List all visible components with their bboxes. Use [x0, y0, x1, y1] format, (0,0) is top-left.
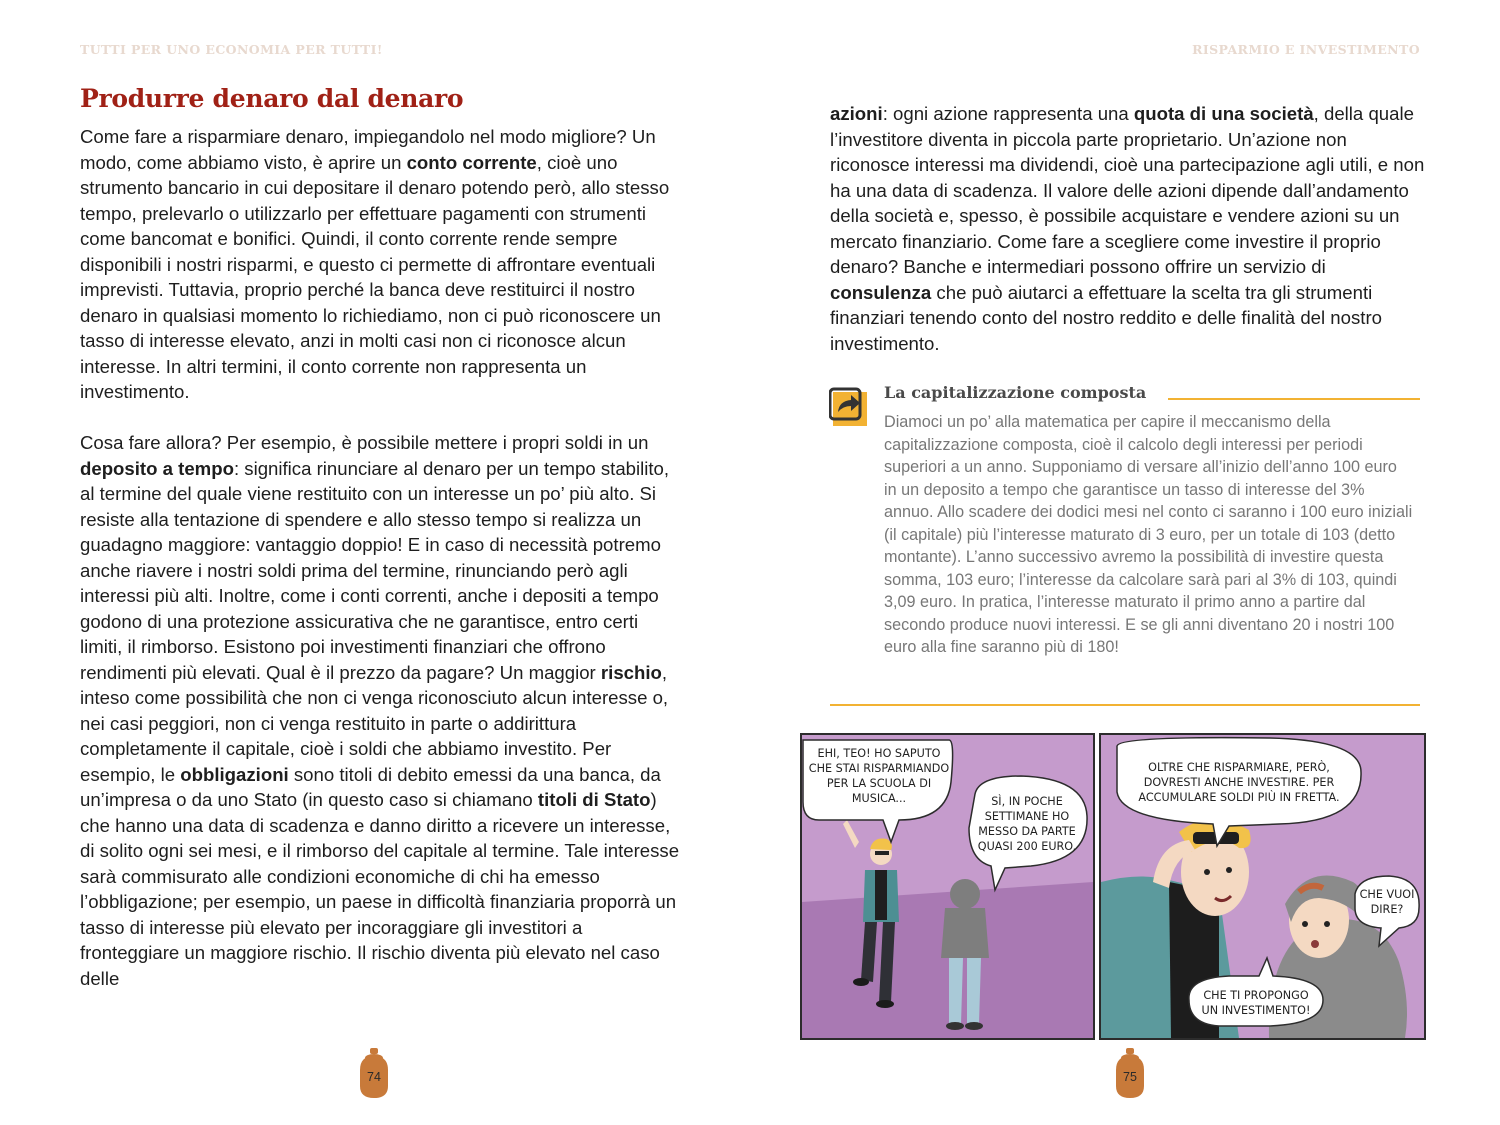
bubble-line: DIRE?	[1370, 903, 1404, 916]
speech-bubble-2	[971, 794, 1083, 854]
bubble-line: SETTIMANE HO	[984, 810, 1070, 823]
right-column-text	[830, 101, 1430, 356]
term-deposito-a-tempo: deposito a tempo	[80, 457, 234, 479]
paragraph-deposito	[80, 430, 680, 991]
speech-bubble-4	[1357, 887, 1417, 917]
bubble-line: ACCUMULARE SOLDI PIÙ IN FRETTA.	[1138, 791, 1340, 804]
text-run: , inteso come possibilità che non ci venga riconosciuto alcun interesse o, nei casi peggiori, non ci venga restituito in parte o addirittura completamente il capitale, cioè i soldi che abbiamo investito. Per esempio, le	[80, 661, 669, 785]
paragraph-azioni	[830, 101, 1430, 356]
speech-bubble-3	[1119, 760, 1359, 805]
bubble-line: MESSO DA PARTE	[978, 825, 1076, 838]
share-arrow-icon	[829, 386, 869, 426]
page-number-left	[354, 1046, 394, 1104]
section-title: Produrre denaro dal denaro	[80, 84, 464, 113]
term-quota-societa: quota di una società	[1133, 103, 1314, 124]
paragraph-conto-corrente	[80, 124, 680, 405]
speech-bubble-5	[1191, 988, 1321, 1018]
text-run: , cioè uno strumento bancario in cui depositare il denaro potendo però, allo stesso tempo, prelevarlo o utilizzarlo per effettuare pagamenti con strumenti come bancomat e bonifici. Quindi, il conto corrente rende sempre disponibili i nostri risparmi, e questo ci permette di affrontare eventuali imprevisti. Tuttavia, proprio perché la banca deve restituirci il nostro denaro in qualsiasi momento lo richiediamo, non ci può riconoscere un tasso di interesse elevato, anzi in molti casi non ci riconosce alcun interesse. In altri termini, il conto corrente non rappresenta un investimento.	[80, 151, 670, 402]
term-conto-corrente: conto corrente	[406, 151, 537, 173]
box-title: La capitalizzazione composta	[884, 383, 1147, 402]
box-rule-bottom	[830, 704, 1420, 706]
text-run: : significa rinunciare al denaro per un tempo stabilito, al termine del quale viene restituito con un interesse un po’ più alto. Si resiste alla tentazione di spendere e allo stesso tempo si realizza un guadagno maggiore: vantaggio doppio! E in caso di necessità potremo anche riavere i nostri soldi prima del termine, rinunciando però agli interessi più alti. Inoltre, come i conti correnti, anche i depositi a tempo godono di una protezione assicurativa che ne garantisce, entro certi limiti, il rimborso. Esistono poi investimenti finanziari che offrono rendimenti più elevati. Qual è il prezzo da pagare? Un maggior	[80, 457, 670, 683]
bubble-line: CHE VUOI	[1359, 888, 1415, 901]
term-azioni: azioni	[830, 103, 883, 124]
bubble-line: MUSICA...	[851, 792, 907, 805]
box-rule-top	[1168, 398, 1420, 400]
text-run: , della quale l’investitore diventa in piccola parte proprietario. Un’azione non riconosce interessi ma dividendi, cioè una partecipazione agli utili, e non ha una data di scadenza. Il valore delle azioni dipende dall’andamento della società e, spesso, è possibile acquistare e vendere azioni su un mercato finanziario. Come fare a scegliere come investire il proprio denaro? Banche e intermediari possono offrire un servizio di	[830, 103, 1425, 277]
text-run: ) che hanno una data di scadenza e danno diritto a ricevere un interesse, di solito ogni sei mesi, e il rimborso del capitale al termine. Tale interesse sarà commisurato alle condizioni economiche di chi ha emesso l’obbligazione; per esempio, un paese in difficoltà finanziaria proporrà un tasso di interesse più elevato per incoraggiare gli investitori a fronteggiare un maggiore rischio. Il rischio diventa più elevato nel caso delle	[80, 789, 680, 989]
text-run: Come fare a risparmiare denaro, impiegandolo nel modo migliore? Un modo, come abbiamo visto, è aprire un	[80, 126, 656, 173]
bubble-line: DOVRESTI ANCHE INVESTIRE. PER	[1143, 776, 1335, 789]
page-number-right	[1110, 1046, 1150, 1104]
page-number-text: 75	[1123, 1070, 1137, 1084]
bubble-line: OLTRE CHE RISPARMIARE, PERÒ,	[1148, 761, 1330, 774]
bubble-line: SÌ, IN POCHE	[991, 795, 1063, 808]
bubble-line: CHE STAI RISPARMIANDO	[808, 762, 950, 775]
text-run: che può aiutarci a effettuare la scelta tra gli strumenti finanziari tenendo conto del nostro reddito e delle finalità del nostro investimento.	[830, 281, 1382, 354]
term-obbligazioni: obbligazioni	[180, 763, 289, 785]
term-titoli-di-stato: titoli di Stato	[537, 789, 651, 810]
left-column-text	[80, 124, 680, 991]
text-run: : ogni azione rappresenta una	[882, 103, 1134, 124]
bubble-line: QUASI 200 EURO.	[977, 840, 1077, 853]
text-run: Cosa fare allora? Per esempio, è possibile mettere i propri soldi in un	[80, 432, 649, 453]
page-number-text: 74	[367, 1070, 381, 1084]
bubble-line: UN INVESTIMENTO!	[1201, 1004, 1311, 1017]
running-head-right: RISPARMIO E INVESTIMENTO	[1192, 42, 1420, 57]
term-rischio: rischio	[600, 661, 662, 683]
term-consulenza: consulenza	[830, 281, 932, 303]
text-run: sono titoli di debito emessi da una banca, da un’impresa o da uno Stato (in questo caso si chiamano	[80, 763, 661, 810]
running-head-left: TUTTI PER UNO ECONOMIA PER TUTTI!	[80, 42, 383, 57]
speech-bubble-1	[805, 746, 953, 806]
bubble-line: PER LA SCUOLA DI	[826, 777, 932, 790]
bubble-line: EHI, TEO! HO SAPUTO	[817, 747, 941, 760]
box-text: Diamoci un po’ alla matematica per capire il meccanismo della capitalizzazione composta, cioè il calcolo degli interessi per periodi superiori a un anno. Supponiamo di versare all’inizio dell’anno 100 euro in un deposito a tempo che garantisce un tasso di interesse del 3% annuo. Allo scadere dei dodici mesi nel conto ci saranno i 100 euro iniziali (il capitale) più l’interesse maturato di 3 euro, per un totale di 103 (detto montante). L’anno successivo avremo la possibilità di investire questa somma, 103 euro; l’interesse da calcolare sarà pari al 3% di 103, quindi 3,09 euro. In pratica, l’interesse maturato il primo anno a partire dal secondo produce nuovi interessi. E se gli anni diventano 20 i nostri 100 euro alla fine saranno più di 180!	[884, 413, 1413, 656]
bubble-line: CHE TI PROPONGO	[1203, 989, 1309, 1002]
